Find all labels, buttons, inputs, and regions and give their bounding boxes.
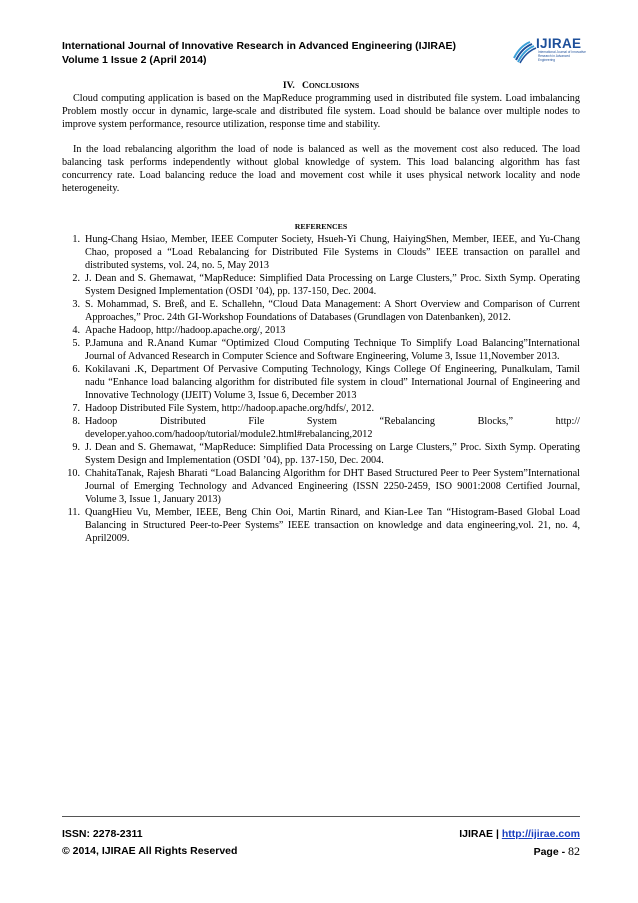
reference-text: QuangHieu Vu, Member, IEEE, Beng Chin Ooi, Martin Rinard, and Kian-Lee Tan “Histogram-Based Global Load Balancing in Structured Peer-to-Peer Systems” IEEE transaction on knowledge and data engineering,vol. 21, no. 4, April2009.	[85, 507, 580, 544]
conclusion-paragraph-1: Cloud computing application is based on the MapReduce programming used in distributed file system. Load imbalancing Problem mostly occur in dynamic, large-scale and distributed file system. Load should be balance over multiple nodes to improve system performance, resource utilization, response time and stability.	[62, 93, 580, 130]
journal-url-link[interactable]: http://ijirae.com	[501, 828, 580, 840]
reference-number: 2.	[72, 273, 80, 284]
footer-journal-link	[459, 826, 580, 843]
logo-subtitle: International Journal of Innovative Research in Advanced Engineering	[538, 50, 586, 62]
reference-text: Kokilavani .K, Department Of Pervasive Computing Technology, Kings College Of Engineering, Punalkulam, Tamil nadu “Enhance load balancing algorithm for distributed file system in cloud” International Journal of Engineering and Innovative Technology (IJEIT) Volume 3, Issue 6, December 2013	[85, 364, 580, 401]
conclusions-heading	[62, 79, 580, 92]
reference-text: J. Dean and S. Ghemawat, “MapReduce: Simplified Data Processing on Large Clusters,” Proc. Sixth Symp. Operating System Designed Implementation (OSDI ’04), pp. 137-150, Dec. 2004.	[85, 273, 580, 297]
journal-header	[62, 40, 482, 67]
page-number-label	[534, 843, 580, 861]
reference-number: 3.	[72, 299, 80, 310]
reference-number: 7.	[72, 403, 80, 414]
reference-item	[62, 402, 580, 415]
page-content	[62, 79, 580, 545]
reference-number: 5.	[72, 338, 80, 349]
section-title-rest: ONCLUSIONS	[308, 81, 360, 90]
reference-item	[62, 506, 580, 545]
copyright-text: © 2014, IJIRAE All Rights Reserved	[62, 845, 238, 857]
reference-text: P.Jamuna and R.Anand Kumar “Optimized Cloud Computing Technique To Simplify Load Balancing”International Journal of Advanced Research in Computer Science and Software Engineering, Volume 3, Issue 11,November 2013.	[85, 338, 580, 362]
reference-text: ChahitaTanak, Rajesh Bharati “Load Balancing Algorithm for DHT Based Structured Peer to Peer System”International Journal of Emerging Technology and Advanced Engineering (ISSN 2250-2459, ISO 9001:2008 Certified Journal, Volume 3, Issue 1, January 2013)	[85, 468, 580, 505]
references-heading: REFERENCES	[294, 222, 348, 231]
conclusion-paragraph-2: In the load rebalancing algorithm the load of node is balanced as well as the movement cost also reduced. The load balancing task performs independently without global knowledge of system. This load balancing algorithm has fast concurrency rate. Load balancing reduce the load and movement cost while it uses physical network locality and node heterogeneity.	[62, 144, 580, 194]
reference-text: Hadoop Distributed File System “Rebalancing Blocks,” http:// developer.yahoo.com/hadoop/tutorial/module2.html#rebalancing,2012	[85, 416, 580, 440]
reference-number: 10.	[67, 468, 80, 479]
section-numeral: IV.	[282, 80, 295, 91]
reference-text: Hung-Chang Hsiao, Member, IEEE Computer Society, Hsueh-Yi Chung, HaiyingShen, Member, IEEE, and Yu-Chang Chao, proposed a “Load Rebalancing for Distributed File Systems in Clouds” IEEE transaction on parallel and distributed systems, vol. 24, no. 5, May 2013	[85, 234, 580, 271]
footer-left	[62, 826, 237, 860]
page-number: 82	[568, 844, 580, 858]
reference-text: S. Mohammad, S. Breß, and E. Schallehn, “Cloud Data Management: A Short Overview and Comparison of Current Approaches,” Proc. 24th GI-Workshop Foundations of Databases (Grundlagen von Datenbanken), 2012.	[85, 299, 580, 323]
reference-list	[62, 233, 580, 545]
reference-number: 8.	[72, 416, 80, 427]
reference-item	[62, 363, 580, 402]
journal-abbreviation: IJIRAE |	[459, 828, 499, 840]
reference-number: 4.	[72, 325, 80, 336]
reference-item	[62, 272, 580, 298]
journal-title: International Journal of Innovative Research in Advanced Engineering (IJIRAE)	[62, 40, 457, 52]
section-title-initial: C	[301, 80, 309, 91]
reference-number: 1.	[72, 234, 80, 245]
issn-text: ISSN: 2278-2311	[62, 828, 143, 840]
reference-item	[62, 467, 580, 506]
reference-item	[62, 415, 580, 441]
logo-text: IJIRAE	[536, 36, 582, 51]
reference-item	[62, 233, 580, 272]
page-label: Page -	[533, 846, 566, 858]
journal-logo	[512, 36, 586, 64]
reference-text: J. Dean and S. Ghemawat, “MapReduce: Simplified Data Processing on Large Clusters,” Proc. Sixth Symp. Operating System Design and Implementation (OSDI ’04), pp. 137-150, Dec. 2004.	[85, 442, 580, 466]
reference-text: Apache Hadoop, http://hadoop.apache.org/, 2013	[85, 325, 286, 336]
reference-item	[62, 298, 580, 324]
reference-number: 6.	[72, 364, 80, 375]
reference-number: 9.	[72, 442, 80, 453]
reference-item	[62, 337, 580, 363]
reference-number: 11.	[67, 507, 80, 518]
footer-divider	[62, 816, 580, 817]
reference-item	[62, 441, 580, 467]
journal-issue: Volume 1 Issue 2 (April 2014)	[62, 53, 207, 66]
reference-text: Hadoop Distributed File System, http://hadoop.apache.org/hdfs/, 2012.	[85, 403, 374, 414]
reference-item	[62, 324, 580, 337]
